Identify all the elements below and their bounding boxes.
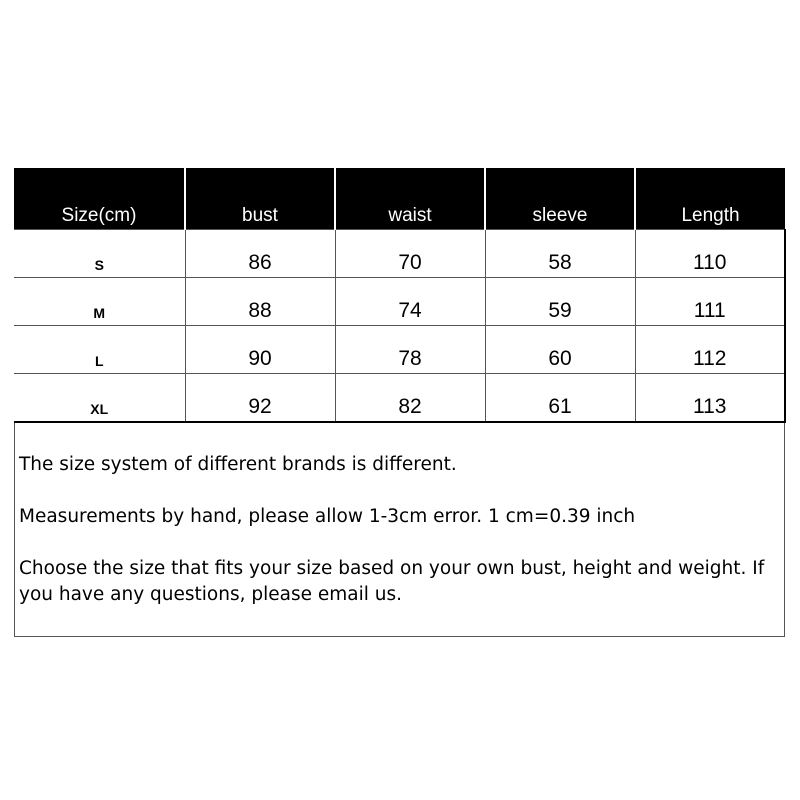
size-cell: XL (14, 374, 185, 423)
header-size: Size(cm) (14, 168, 185, 230)
sleeve-cell: 58 (485, 230, 635, 278)
header-length: Length (635, 168, 785, 230)
length-cell: 110 (635, 230, 785, 278)
waist-cell: 74 (335, 278, 485, 326)
header-waist: waist (335, 168, 485, 230)
header-sleeve: sleeve (485, 168, 635, 230)
table-row (14, 374, 785, 423)
length-cell: 112 (635, 326, 785, 374)
table-header-row (14, 168, 785, 230)
size-cell: S (14, 230, 185, 278)
sleeve-cell: 59 (485, 278, 635, 326)
size-notes (14, 423, 785, 637)
waist-cell: 78 (335, 326, 485, 374)
bust-cell: 90 (185, 326, 335, 374)
note-brand-sizes: The size system of different brands is different. (19, 454, 457, 475)
size-cell: L (14, 326, 185, 374)
note-choose-size: Choose the size that fits your size based on your own bust, height and weight. If you have any questions, please email us. (19, 558, 765, 605)
table-row (14, 278, 785, 326)
size-table (14, 168, 786, 423)
table-row (14, 230, 785, 278)
bust-cell: 92 (185, 374, 335, 423)
header-bust: bust (185, 168, 335, 230)
table-row (14, 326, 785, 374)
waist-cell: 82 (335, 374, 485, 423)
sleeve-cell: 60 (485, 326, 635, 374)
length-cell: 111 (635, 278, 785, 326)
note-measurement-error: Measurements by hand, please allow 1-3cm error. 1 cm=0.39 inch (19, 506, 636, 527)
bust-cell: 86 (185, 230, 335, 278)
length-cell: 113 (635, 374, 785, 423)
bust-cell: 88 (185, 278, 335, 326)
waist-cell: 70 (335, 230, 485, 278)
sleeve-cell: 61 (485, 374, 635, 423)
size-cell: M (14, 278, 185, 326)
size-chart (14, 168, 785, 637)
